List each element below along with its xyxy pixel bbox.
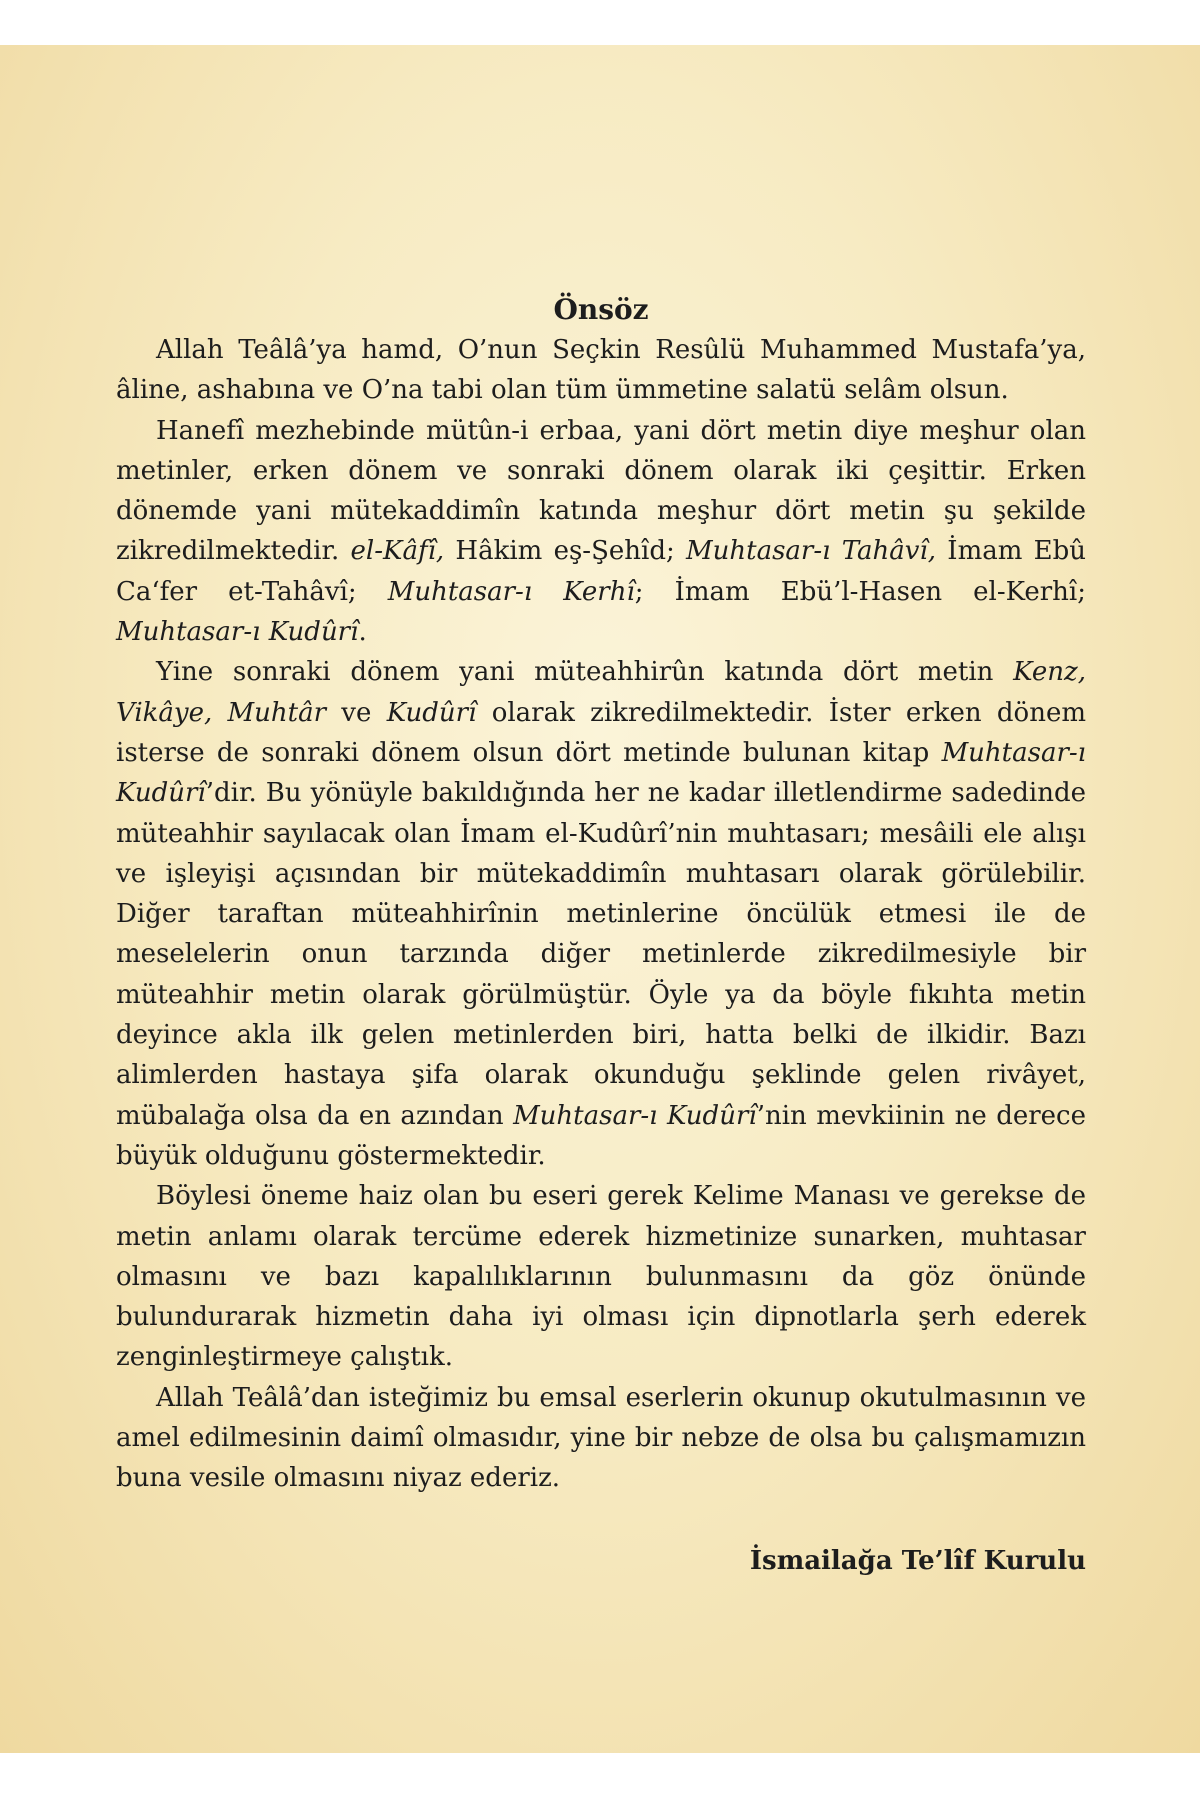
text-segment: Böylesi öneme haiz olan bu eseri gerek Kelime Manası ve gerekse de metin anlamı olarak tercüme ederek hizmetinize sunarken, muhtasar olmasını ve bazı kapalılıklarının bulunmasını da göz önünde bulundurarak hizmetin daha iyi olması için dipnotlarla şerh ederek zenginleştirmeye çalıştık.	[116, 1181, 1086, 1373]
italic-segment: Muhtasar-ı Kudûrî	[116, 617, 359, 648]
text-segment: ’dir. Bu yönüyle bakıldığında her ne kadar illetlendirme sadedinde müteahhir sayılacak olan İmam el-Kudûrî’nin muhtasarı; mesâili ele alışı ve işleyişi açısından bir mütekaddimîn muhtasarı olarak görülebilir. Diğer taraftan müteahhirînin metinlerine öncülük etmesi ile de meselelerin onun tarzında diğer metinlerde zikredilmesiyle bir müteahhir metin olarak görülmüştür. Öyle ya da böyle fıkıhta metin deyince akla ilk gelen metinlerden biri, hatta belki de ilkidir. Bazı alimlerden hastaya şifa olarak okunduğu şeklinde gelen rivâyet, mübalağa olsa da en azından	[116, 778, 1086, 1131]
text-segment: Hanefî mezhebinde mütûn-i erbaa, yani dört metin diye meşhur olan metinler, erken dönem ve sonraki dönem olarak iki çeşittir. Erken dönemde yani mütekaddimîn katında meşhur dört metin şu şekilde zikredilmektedir.	[116, 415, 1086, 567]
signature: İsmailağa Te’lîf Kurulu	[749, 1545, 1086, 1576]
text-segment: Yine sonraki dönem yani müteahhirûn katında dört metin	[156, 657, 1014, 688]
italic-segment: el-Kâfî,	[350, 536, 445, 567]
paragraph-5	[116, 1378, 1086, 1499]
paragraph-3	[116, 652, 1086, 1176]
paragraph-2	[116, 411, 1086, 653]
paragraph-1	[116, 330, 1086, 411]
text-segment: ve	[326, 697, 387, 728]
italic-segment: Muhtasar-ı Kerhî	[387, 576, 635, 607]
italic-segment: Muhtasar-ı Kudûrî	[513, 1100, 757, 1131]
italic-segment: Muhtasar-ı Kudûrî	[116, 737, 1086, 809]
text-segment: Allah Teâlâ’ya hamd, O’nun Seçkin Resûlü Muhammed Mustafa’ya, âline, ashabına ve O’na tabi olan tüm ümmetine salatü selâm olsun.	[116, 335, 1086, 406]
book-page	[0, 45, 1200, 1753]
text-segment: .	[358, 617, 367, 648]
italic-segment: Muhtasar-ı Tahâvî,	[686, 536, 937, 567]
text-segment: ’nin mevkiinin ne derece büyük olduğunu göstermektedir.	[116, 1100, 1087, 1171]
text-segment: Hâkim eş-Şehîd;	[444, 536, 687, 567]
paragraph-4	[116, 1176, 1086, 1377]
text-segment: İmam Ebû Ca‘fer et-Tahâvî;	[116, 536, 1086, 607]
text-segment: ; İmam Ebü’l-Hasen el-Kerhî;	[634, 576, 1086, 607]
italic-segment: Kudûrî	[386, 697, 477, 728]
text-block	[116, 290, 1086, 1581]
italic-segment: Kenz, Vikâye, Muhtâr	[116, 657, 1086, 728]
text-segment: olarak zikredilmektedir. İster erken dönem isterse de sonraki dönem olsun dört metinde bulunan kitap	[116, 697, 1086, 768]
page-title: Önsöz	[553, 293, 649, 326]
text-segment: Allah Teâlâ’dan isteğimiz bu emsal eserlerin okunup okutulmasının ve amel edilmesinin daimî olmasıdır, yine bir nebze de olsa bu çalışmamızın buna vesile olmasını niyaz ederiz.	[116, 1382, 1086, 1494]
